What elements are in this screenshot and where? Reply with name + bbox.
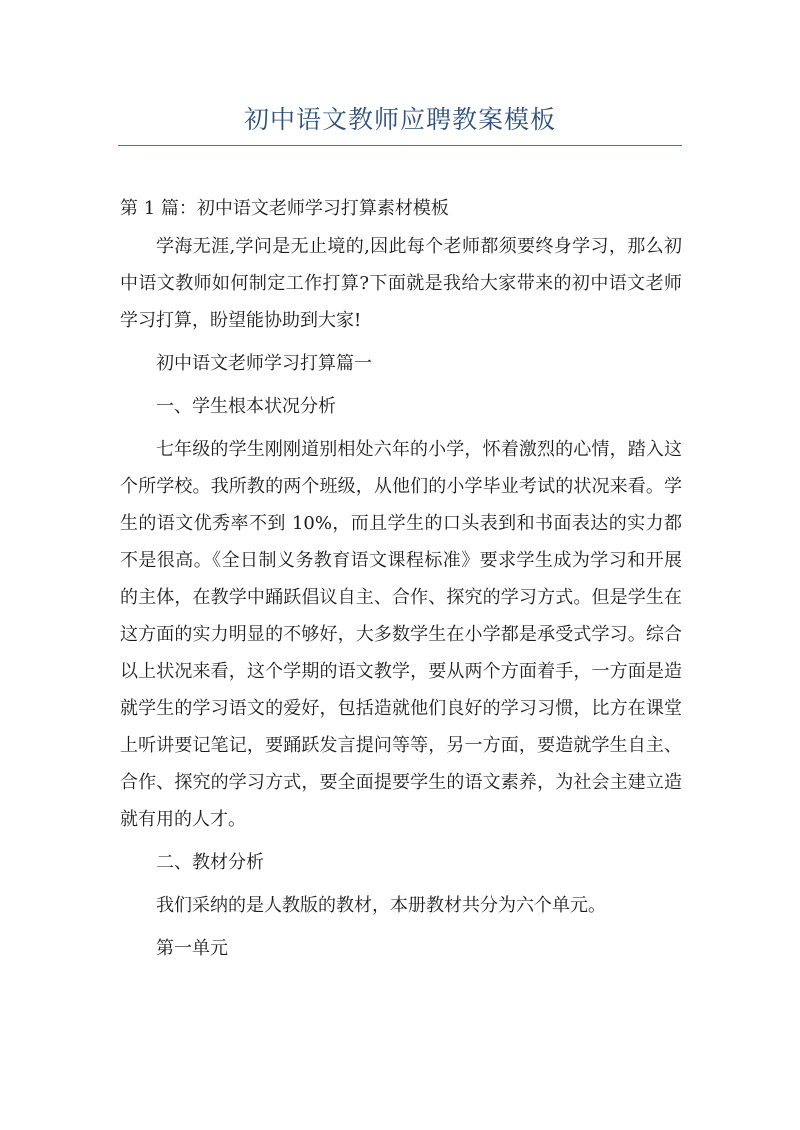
textbook-analysis-paragraph: 我们采纳的是人教版的教材，本册教材共分为六个单元。 (156, 895, 606, 916)
title-divider (118, 145, 682, 146)
intro-paragraph: 学海无涯,学问是无止境的,因此每个老师都须要终身学习，那么初中语文教师如何制定工作打算?下面就是我给大家带来的初中语文老师学习打算，盼望能协助到大家! (120, 236, 682, 331)
section-heading: 第 1 篇：初中语文老师学习打算素材模板 (120, 198, 449, 219)
document-title: 初中语文教师应聘教案模板 (243, 105, 556, 134)
subheading-unit-one: 第一单元 (156, 938, 228, 959)
subheading-plan-part-one: 初中语文老师学习打算篇一 (156, 353, 372, 374)
subheading-textbook-analysis: 二、教材分析 (156, 852, 264, 873)
subheading-student-analysis: 一、学生根本状况分析 (156, 396, 336, 417)
document-body (120, 190, 682, 967)
student-analysis-paragraph: 七年级的学生刚刚道别相处六年的小学，怀着激烈的心情，踏入这个所学校。我所教的两个班级，从他们的小学毕业考试的状况来看。学生的语文优秀率不到 10%，而且学生的口头表到和书面表达的实力都不是很高。《全日制义务教育语文课程标准》要求学生成为学习和开展的主体，在教学中踊跃倡议自主、合作、探究的学习方式。但是学生在这方面的实力明显的不够好，大多数学生在小学都是承受式学习。综合以上状况来看，这个学期的语文教学，要从两个方面着手，一方面是造就学生的学习语文的爱好，包括造就他们良好的学习习惯，比方在课堂上听讲要记笔记，要踊跃发言提问等等，另一方面，要造就学生自主、合作、探究的学习方式，要全面提要学生的语文素养，为社会主建立造就有用的人才。 (120, 439, 682, 830)
